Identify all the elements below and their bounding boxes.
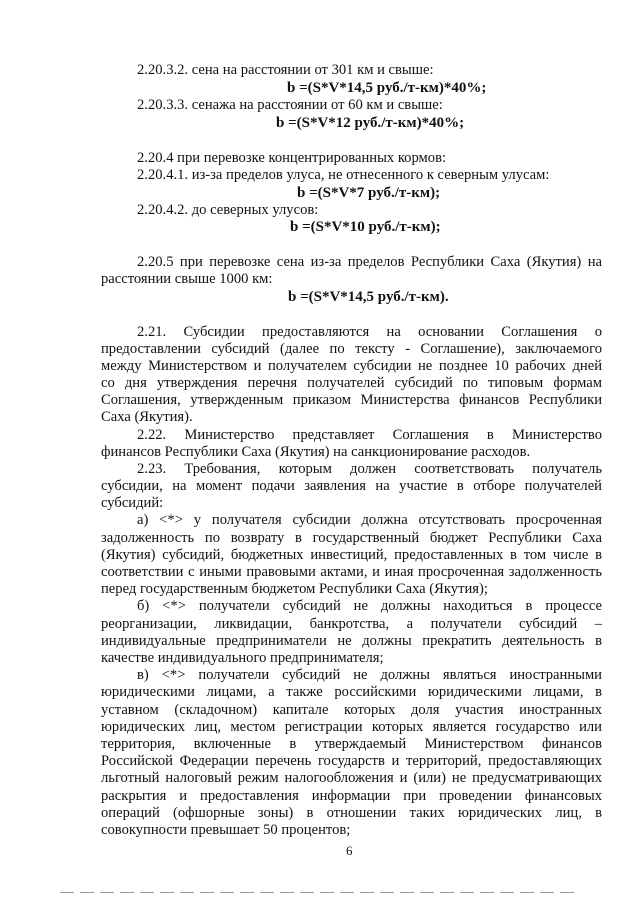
item-2-20-4: 2.20.4 при перевозке концентрированных кормов: xyxy=(137,150,447,166)
item-2-20-5-line: расстоянии свыше 1000 км: xyxy=(101,271,273,287)
item-v-line: юридических лиц, местом регистрации которых является государство или xyxy=(101,719,602,735)
para-2-21-line: Саха (Якутия). xyxy=(101,409,193,425)
item-2-20-4-2: 2.20.4.2. до северных улусов: xyxy=(137,202,319,218)
item-v-line: льготный налоговый режим налогообложения и (или) не предусматривающих xyxy=(101,770,602,786)
item-a-line: а) <*> у получателя субсидии должна отсутствовать просроченная xyxy=(137,512,602,528)
para-2-23-line: субсидий: xyxy=(101,495,164,511)
formula-2-20-4-1: b =(S*V*7 руб./т-км); xyxy=(297,185,441,201)
para-2-21-line: со дня утверждения перечня получателей субсидий по типовым формам xyxy=(101,375,602,391)
formula-2-20-3-3: b =(S*V*12 руб./т-км)*40%; xyxy=(276,115,465,131)
para-2-21-line: 2.21. Субсидии предоставляются на основании Соглашения о xyxy=(137,324,602,340)
para-2-21-line: Соглашения, утвержденным приказом Министерства финансов Республики xyxy=(101,392,602,408)
item-a-line: задолженность по возврату в государственный бюджет Республики Саха xyxy=(101,530,602,546)
para-2-21-line: между Министерством и получателем субсидии не позднее 10 рабочих дней xyxy=(101,358,602,374)
para-2-22-line: финансов Республики Саха (Якутия) на санкционирование расходов. xyxy=(101,444,531,460)
formula-2-20-5: b =(S*V*14,5 руб./т-км). xyxy=(288,289,449,305)
item-b-line: б) <*> получатели субсидий не должны находиться в процессе xyxy=(137,598,602,614)
formula-2-20-3-2: b =(S*V*14,5 руб./т-км)*40%; xyxy=(287,80,487,96)
para-2-23-line: 2.23. Требования, которым должен соответствовать получатель xyxy=(137,461,602,477)
item-2-20-3-3: 2.20.3.3. сенажа на расстоянии от 60 км и свыше: xyxy=(137,97,443,113)
item-v-line: операций (офшорные зоны) в отношении таких юридических лиц, в xyxy=(101,805,602,821)
item-a-line: (Якутия) субсидий, бюджетных инвестиций, предоставленных в том числе в xyxy=(101,547,602,563)
item-v-line: в) <*> получатели субсидий не должны являться иностранными xyxy=(137,667,602,683)
page-bottom-rule xyxy=(60,892,580,893)
item-a-line: соответствии с иными правовыми актами, и иная просроченная задолженность xyxy=(101,564,602,580)
item-v-line: юридическими лицами, а также российскими юридическими лицами, в xyxy=(101,684,602,700)
item-v-line: Российской Федерации перечень государств и территорий, предоставляющих xyxy=(101,753,602,769)
item-v-line: раскрытия и предоставления информации при проведении финансовых xyxy=(101,788,602,804)
item-v-line: уставном (складочном) капитале которых доля участия иностранных xyxy=(101,702,602,718)
item-2-20-4-1: 2.20.4.1. из-за пределов улуса, не отнесенного к северным улусам: xyxy=(137,167,550,183)
item-b-line: индивидуальные предприниматели не должны прекратить деятельность в xyxy=(101,633,602,649)
item-2-20-3-2: 2.20.3.2. сена на расстоянии от 301 км и свыше: xyxy=(137,62,434,78)
item-b-line: реорганизации, ликвидации, банкротства, а получатели субсидий – xyxy=(101,616,602,632)
para-2-23-line: субсидии, на момент подачи заявления на участие в отборе получателей xyxy=(101,478,602,494)
item-2-20-5-line: 2.20.5 при перевозке сена из-за пределов Республики Саха (Якутия) на xyxy=(137,254,602,270)
item-v-line: территория, включенные в утверждаемый Министерством финансов xyxy=(101,736,602,752)
item-b-line: качестве индивидуального предпринимателя; xyxy=(101,650,384,666)
item-v-line: совокупности превышает 50 процентов; xyxy=(101,822,351,838)
para-2-21-line: предоставлении субсидий (далее по тексту - Соглашение), заключаемого xyxy=(101,341,602,357)
formula-2-20-4-2: b =(S*V*10 руб./т-км); xyxy=(290,219,441,235)
page-number: 6 xyxy=(346,843,353,858)
item-a-line: перед государственным бюджетом Республики Саха (Якутия); xyxy=(101,581,488,597)
para-2-22-line: 2.22. Министерство представляет Соглашения в Министерство xyxy=(137,427,602,443)
